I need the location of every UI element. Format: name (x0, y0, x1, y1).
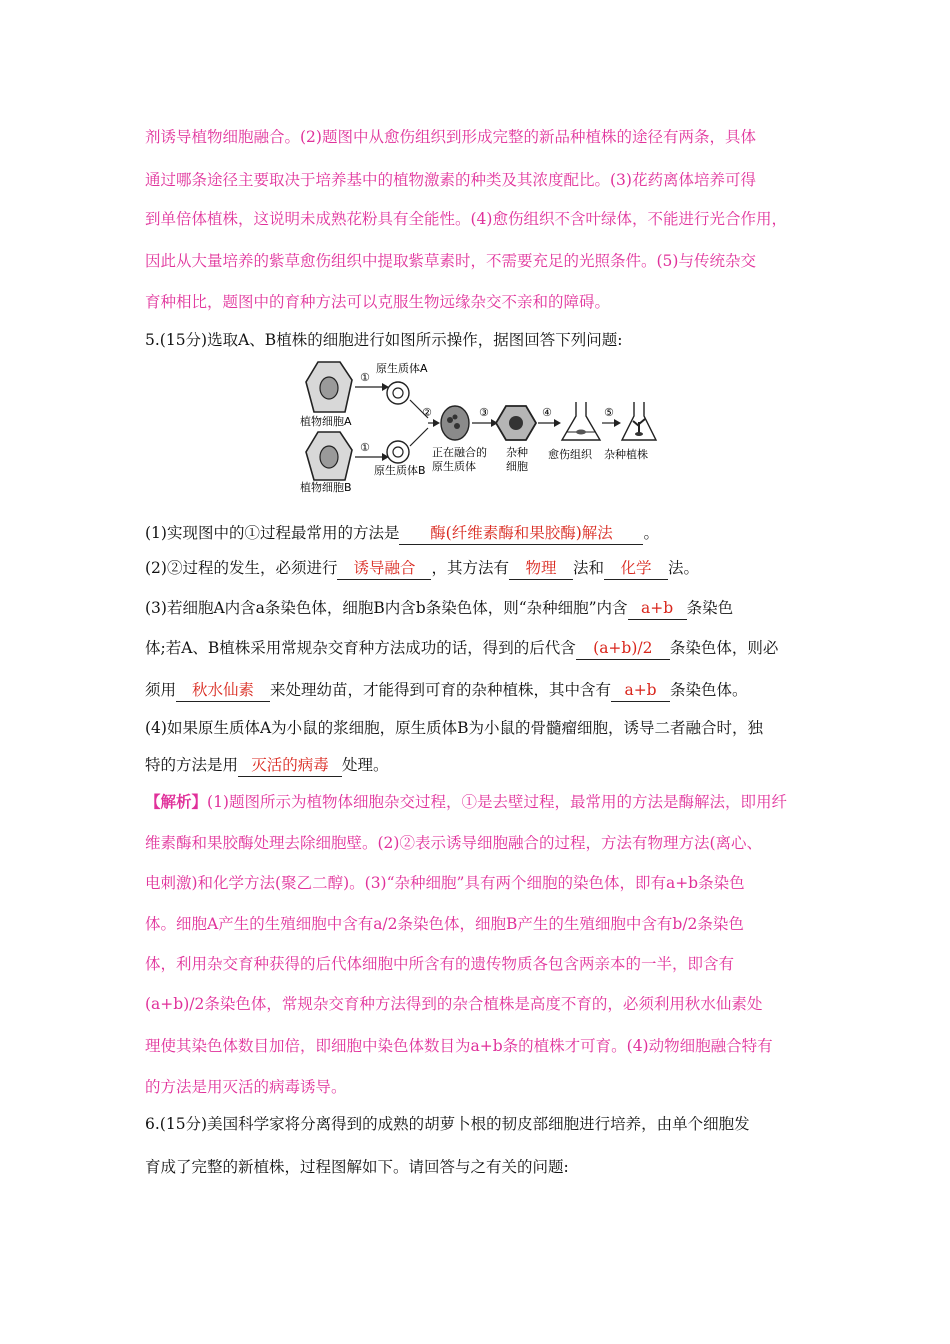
question-6-stem: 育成了完整的新植株，过程图解如下。请回答与之有关的问题: (145, 1158, 569, 1176)
answer-blank: a+b (628, 597, 687, 620)
analysis-line (145, 791, 787, 813)
label-hybrid-1: 杂种 (506, 446, 528, 459)
answer-blank: (a+b)/2 (576, 637, 670, 660)
analysis-line: 的方法是用灭活的病毒诱导。 (145, 1078, 347, 1096)
q5-part-3-text: 条染色体。 (670, 681, 748, 699)
analysis-line: 体。细胞A产生的生殖细胞中含有a/2条染色体，细胞B产生的生殖细胞中含有b/2条染色 (145, 915, 744, 933)
step-1-label: ① (360, 441, 370, 454)
nucleus-a (320, 377, 338, 399)
q5-part-4-line-2 (145, 754, 389, 777)
q5-part-2-text: (2)②过程的发生，必须进行 (145, 559, 338, 577)
q5-part-3-text: 须用 (145, 681, 177, 699)
label-fusing-1: 正在融合的 (432, 446, 487, 459)
label-protoplast-a: 原生质体A (376, 362, 428, 375)
analysis-text-line: 因此从大量培养的紫草愈伤组织中提取紫草素时，不需要充足的光照条件。(5)与传统杂交 (145, 252, 756, 270)
step-1-label: ① (360, 371, 370, 384)
q5-part-4-line-1: (4)如果原生质体A为小鼠的浆细胞，原生质体B为小鼠的骨髓瘤细胞，诱导二者融合时，独 (145, 719, 764, 737)
analysis-line: (a+b)/2条染色体，常规杂交育种方法得到的杂合植株是高度不育的，必须利用秋水仙素处 (145, 995, 763, 1013)
q5-part-3-text: 条染色 (686, 599, 734, 617)
label-hybrid-2: 细胞 (506, 460, 528, 473)
analysis-text-line: 育种相比，题图中的育种方法可以克服生物远缘杂交不亲和的障碍。 (145, 293, 611, 311)
answer-blank: 灭活的病毒 (238, 754, 342, 777)
label-plant: 杂种植株 (604, 448, 648, 461)
question-5-stem: 5.(15分)选取A、B植株的细胞进行如图所示操作，据图回答下列问题: (145, 331, 623, 349)
q5-part-2-text: ，其方法有 (431, 559, 509, 577)
answer-blank: a+b (611, 679, 670, 702)
step-4-label: ④ (542, 406, 552, 419)
q5-part-4-text: 特的方法是用 (145, 756, 239, 774)
step-2-label: ② (422, 406, 432, 419)
answer-blank: 诱导融合 (337, 557, 431, 580)
analysis-text: (1)题图所示为植物体细胞杂交过程，①是去壁过程，最常用的方法是酶解法，即用纤 (207, 793, 787, 811)
q5-part-2-end: 法。 (668, 559, 700, 577)
label-protoplast-b: 原生质体B (374, 464, 426, 477)
cell-fusion-diagram (300, 360, 660, 495)
label-cell-a: 植物细胞A (300, 415, 352, 428)
answer-blank: 秋水仙素 (176, 679, 270, 702)
fusing-protoplast (441, 406, 469, 440)
nucleus-b (320, 446, 338, 468)
q5-part-3-text: (3)若细胞A内含a条染色体，细胞B内含b条染色体，则“杂种细胞”内含 (145, 599, 628, 617)
label-cell-b: 植物细胞B (300, 481, 352, 494)
analysis-text-line: 通过哪条途径主要取决于培养基中的植物激素的种类及其浓度配比。(3)花药离体培养可得 (145, 171, 756, 189)
question-6-stem: 6.(15分)美国科学家将分离得到的成熟的胡萝卜根的韧皮部细胞进行培养，由单个细胞发 (145, 1115, 750, 1133)
analysis-line: 理使其染色体数目加倍，即细胞中染色体数目为a+b条的植株才可育。(4)动物细胞融合特有 (145, 1037, 773, 1055)
label-fusing-2: 原生质体 (432, 460, 476, 473)
q5-part-4-text: 处理。 (342, 756, 389, 774)
answer-blank: 物理 (509, 557, 573, 580)
answer-blank: 酶(纤维素酶和果胶酶)解法 (399, 522, 643, 545)
analysis-tag: 【解析】 (145, 792, 208, 811)
q5-part-1-end: 。 (643, 524, 659, 542)
answer-blank: 化学 (604, 557, 668, 580)
analysis-text-line: 剂诱导植物细胞融合。(2)题图中从愈伤组织到形成完整的新品种植株的途径有两条，具体 (145, 128, 756, 146)
q5-part-3-line-3 (145, 679, 748, 702)
q5-part-1-text: (1)实现图中的①过程最常用的方法是 (145, 524, 400, 542)
q5-part-3-text: 条染色体，则必 (669, 639, 779, 657)
q5-part-3-line-2 (145, 637, 778, 660)
label-callus: 愈伤组织 (548, 448, 592, 461)
step-3-label: ③ (479, 406, 489, 419)
analysis-line: 电刺激)和化学方法(聚乙二醇)。(3)“杂种细胞”具有两个细胞的染色体，即有a+b条染色 (145, 874, 745, 892)
q5-part-2 (145, 557, 699, 580)
analysis-text-line: 到单倍体植株，这说明未成熟花粉具有全能性。(4)愈伤组织不含叶绿体，不能进行光合作用， (145, 210, 787, 228)
analysis-line: 体，利用杂交育种获得的后代体细胞中所含有的遗传物质各包含两亲本的一半，即含有 (145, 955, 735, 973)
analysis-line: 维素酶和果胶酶处理去除细胞壁。(2)②表示诱导细胞融合的过程，方法有物理方法(离心、 (145, 834, 763, 852)
step-5-label: ⑤ (604, 406, 614, 419)
q5-part-3-text: 体;若A、B植株采用常规杂交育种方法成功的话，得到的后代含 (145, 639, 576, 657)
q5-part-1 (145, 522, 659, 545)
q5-part-2-text: 法和 (572, 559, 604, 577)
q5-part-3-text: 来处理幼苗，才能得到可育的杂种植株，其中含有 (270, 681, 612, 699)
q5-part-3-line-1 (145, 597, 733, 620)
